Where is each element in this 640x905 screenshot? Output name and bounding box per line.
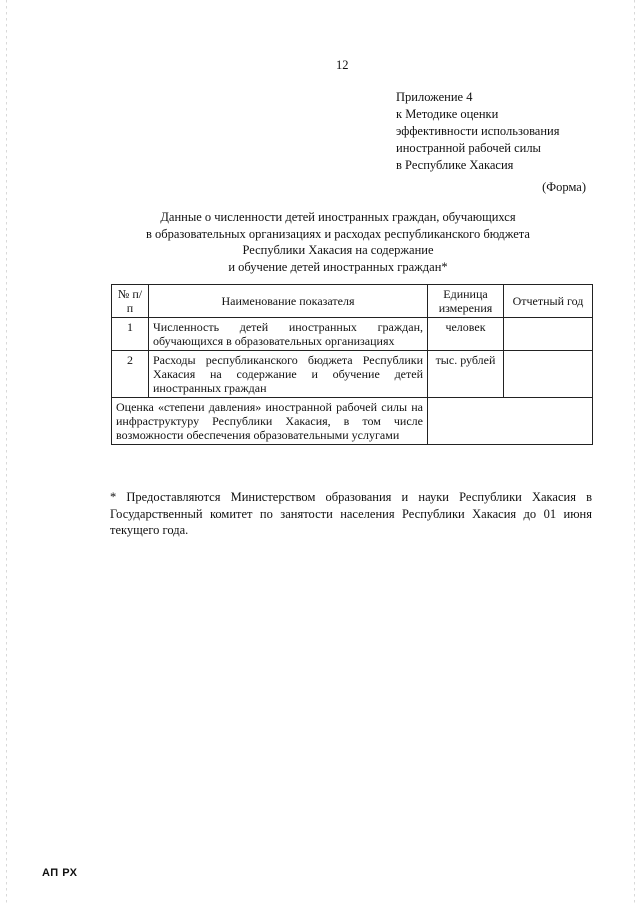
- footnote: * Предоставляются Министерством образования и науки Республики Хакасия в Государственный комитет по занятости населения Республики Хакасия до 01 июня текущего года.: [110, 490, 592, 537]
- appendix-line: эффективности использования: [396, 124, 560, 138]
- row-year-value[interactable]: [504, 351, 593, 398]
- appendix-line: иностранной рабочей силы: [396, 141, 541, 155]
- archive-stamp: АП РХ: [42, 867, 78, 879]
- row-num: 1: [112, 318, 149, 351]
- row-unit: тыс. рублей: [428, 351, 504, 398]
- title-line: Республики Хакасия на содержание: [242, 243, 434, 257]
- appendix-line: Приложение 4: [396, 90, 473, 104]
- appendix-line: к Методике оценки: [396, 107, 499, 121]
- header-year: Отчетный год: [504, 285, 593, 318]
- document-title: [110, 209, 566, 275]
- row-name: Численность детей иностранных граждан, обучающихся в образовательных организациях: [149, 318, 428, 351]
- assessment-value[interactable]: [428, 398, 593, 445]
- appendix-line: в Республике Хакасия: [396, 158, 514, 172]
- header-num: № п/п: [112, 285, 149, 318]
- header-unit: Единица измерения: [428, 285, 504, 318]
- row-num: 2: [112, 351, 149, 398]
- appendix-header: [396, 89, 559, 174]
- page-number: 12: [336, 58, 349, 72]
- table-header-row: [112, 285, 593, 318]
- table-row: [112, 351, 593, 398]
- header-name: Наименование показателя: [149, 285, 428, 318]
- assessment-text: Оценка «степени давления» иностранной рабочей силы на инфраструктуру Республики Хакасия, в том числе возможности обеспечения образовательными услугами: [112, 398, 428, 445]
- scan-edge-left: [6, 0, 7, 905]
- row-unit: человек: [428, 318, 504, 351]
- title-line: Данные о численности детей иностранных граждан, обучающихся: [160, 210, 516, 224]
- assessment-row: [112, 398, 593, 445]
- form-label: (Форма): [542, 180, 586, 194]
- row-year-value[interactable]: [504, 318, 593, 351]
- row-name: Расходы республиканского бюджета Республики Хакасия на содержание и обучение детей иностранных граждан: [149, 351, 428, 398]
- title-line: в образовательных организациях и расходах республиканского бюджета: [146, 226, 530, 241]
- scan-edge-right: [634, 0, 635, 905]
- data-form-table: [111, 284, 593, 445]
- table-row: [112, 318, 593, 351]
- title-line: и обучение детей иностранных граждан*: [228, 259, 448, 274]
